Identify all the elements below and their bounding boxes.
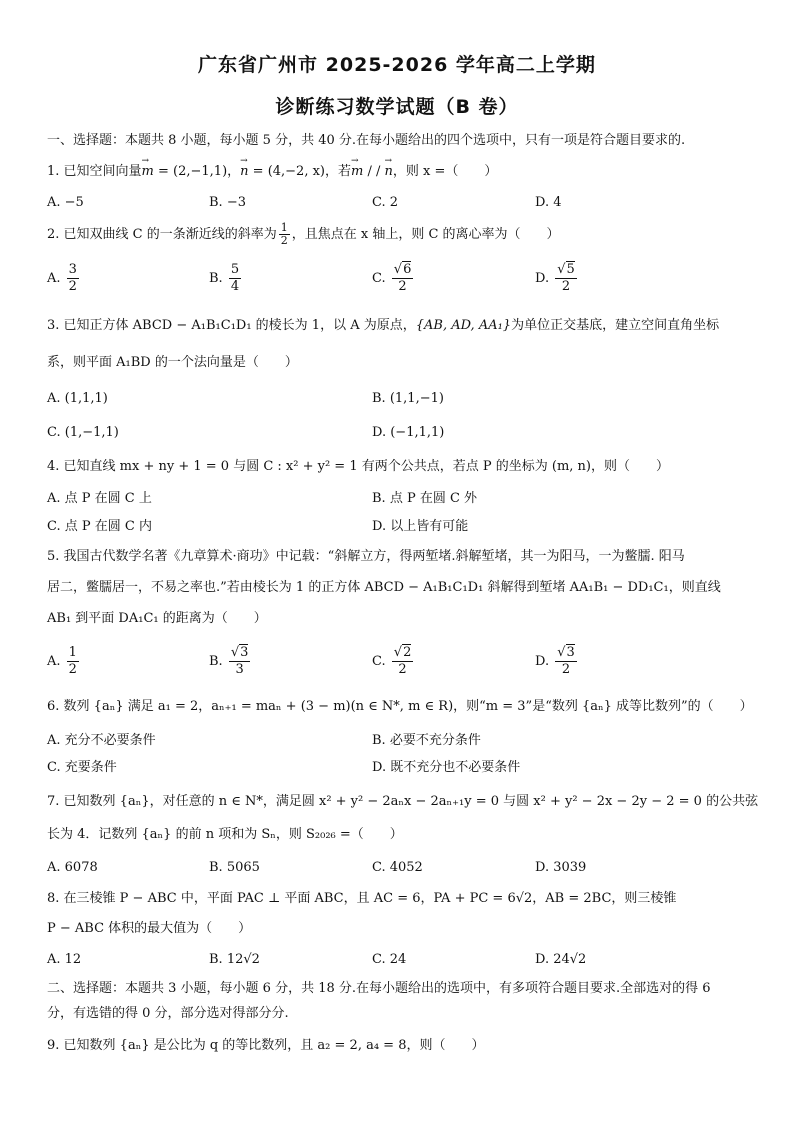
exam-title-line1: 广东省广州市 2025-2026 学年高二上学期 bbox=[198, 54, 596, 76]
q4-option-b: B. 点 P 在圆 C 外 bbox=[372, 491, 478, 506]
q5-stem-b: 居二，鳖臑居一，不易之率也.”若由棱长为 1 的正方体 ABCD − A₁B₁C₁D₁ 斜解得到堑堵 AA₁B₁ − DD₁C₁，则直线 bbox=[47, 580, 721, 595]
q1-stem-b: ，则 x =（ ） bbox=[392, 164, 498, 179]
question-4-stem: 4. 已知直线 mx + ny + 1 = 0 与圆 C : x² + y² = 1 有两个公共点，若点 P 的坐标为 (m, n)，则（ ） bbox=[47, 459, 669, 474]
vector-n-2: → n bbox=[385, 162, 393, 182]
vector-m: → m bbox=[142, 162, 154, 182]
q1-m-expr: = (2,−1,1)， bbox=[153, 164, 241, 179]
q2-option-a: A. $\frac{3}{2}$ bbox=[47, 262, 77, 294]
q8-stem-a: 8. 在三棱锥 P − ABC 中，平面 PAC ⊥ 平面 ABC，且 AC = 6，PA + PC = 6√2，AB = 2BC，则三棱锥 bbox=[47, 891, 677, 906]
section2-heading-a: 二、选择题：本题共 3 小题，每小题 6 分，共 18 分.在每小题给出的选项中，有多项符合题目要求.全部选对的得 6 bbox=[47, 981, 711, 996]
question-2-stem bbox=[47, 222, 560, 247]
q5-c-fraction: $\frac{√2}{2}$ bbox=[393, 645, 412, 677]
q2-stem-a: 2. 已知双曲线 C 的一条渐近线的斜率为 bbox=[47, 227, 277, 242]
q3-option-d: D. (−1,1,1) bbox=[372, 425, 445, 440]
q1-option-d: D. 4 bbox=[535, 195, 562, 210]
q8-option-c: C. 24 bbox=[372, 952, 407, 967]
q2-option-b: B. $\frac{5}{4}$ bbox=[209, 262, 240, 294]
section2-heading-b: 分，有选错的得 0 分，部分选对得部分分. bbox=[47, 1006, 289, 1021]
question-9-stem: 9. 已知数列 {aₙ} 是公比为 q 的等比数列，且 a₂ = 2, a₄ = 8，则（ ） bbox=[47, 1038, 485, 1053]
q3-stem-b: 为单位正交基底，建立空间直角坐标 bbox=[511, 318, 720, 333]
q7-option-d: D. 3039 bbox=[535, 860, 587, 875]
q3-option-b: B. (1,1,−1) bbox=[372, 391, 444, 406]
q5-option-d: D. $\frac{√3}{2}$ bbox=[535, 645, 575, 677]
question-6-stem: 6. 数列 {aₙ} 满足 a₁ = 2，aₙ₊₁ = maₙ + (3 − m)(n ∈ N*, m ∈ R)，则“m = 3”是“数列 {aₙ} 成等比数列”的（ ） bbox=[47, 699, 753, 714]
q5-option-c: C. $\frac{√2}{2}$ bbox=[372, 645, 412, 677]
q5-stem-c: AB₁ 到平面 DA₁C₁ 的距离为（ ） bbox=[47, 611, 267, 626]
q7-stem-b: 长为 4．记数列 {aₙ} 的前 n 项和为 Sₙ，则 S₂₀₂₆ =（ ） bbox=[47, 827, 403, 842]
q8-option-a: A. 12 bbox=[47, 952, 82, 967]
q3-option-c: C. (1,−1,1) bbox=[47, 425, 119, 440]
q3-option-a: A. (1,1,1) bbox=[47, 391, 108, 406]
q5-option-a: A. $\frac{1}{2}$ bbox=[47, 645, 77, 677]
q3-basis: {AB, AD, AA₁} bbox=[415, 318, 512, 333]
q5-b-fraction: $\frac{√3}{3}$ bbox=[230, 645, 249, 677]
question-1-stem bbox=[47, 162, 497, 182]
q2-slope-fraction: $\frac{1}{2}$ bbox=[280, 221, 288, 247]
q8-option-d: D. 24√2 bbox=[535, 952, 587, 967]
q2-stem-b: ，且焦点在 x 轴上，则 C 的离心率为（ ） bbox=[291, 227, 560, 242]
q7-option-a: A. 6078 bbox=[47, 860, 98, 875]
q6-option-d: D. 既不充分也不必要条件 bbox=[372, 760, 521, 775]
q1-option-a: A. −5 bbox=[47, 195, 84, 210]
q1-option-c: C. 2 bbox=[372, 195, 399, 210]
q2-b-fraction: $\frac{5}{4}$ bbox=[230, 262, 240, 294]
q1-option-b: B. −3 bbox=[209, 195, 246, 210]
q1-n-expr: = (4,−2, x)，若 bbox=[248, 164, 351, 179]
q5-d-fraction: $\frac{√3}{2}$ bbox=[557, 645, 575, 677]
q4-option-a: A. 点 P 在圆 C 上 bbox=[47, 491, 152, 506]
q2-d-fraction: $\frac{√5}{2}$ bbox=[557, 262, 575, 294]
q2-c-fraction: $\frac{√6}{2}$ bbox=[393, 262, 412, 294]
q7-option-b: B. 5065 bbox=[209, 860, 260, 875]
q3-stem-a: 3. 已知正方体 ABCD − A₁B₁C₁D₁ 的棱长为 1，以 A 为原点， bbox=[47, 318, 416, 333]
q7-stem-a: 7. 已知数列 {aₙ}，对任意的 n ∈ N*，满足圆 x² + y² − 2aₙx − 2aₙ₊₁y = 0 与圆 x² + y² − 2x − 2y − 2 = 0 的公共弦 bbox=[47, 794, 759, 809]
q2-a-fraction: $\frac{3}{2}$ bbox=[68, 262, 77, 294]
q8-option-b: B. 12√2 bbox=[209, 952, 260, 967]
q5-a-fraction: $\frac{1}{2}$ bbox=[68, 645, 77, 677]
q6-option-a: A. 充分不必要条件 bbox=[47, 733, 156, 748]
exam-title-line2: 诊断练习数学试题（B 卷） bbox=[275, 96, 519, 118]
q3-stem-c: 系，则平面 A₁BD 的一个法向量是（ ） bbox=[47, 355, 298, 370]
q2-option-d: D. $\frac{√5}{2}$ bbox=[535, 262, 575, 294]
q6-option-c: C. 充要条件 bbox=[47, 760, 117, 775]
vector-n: → n bbox=[240, 162, 248, 182]
section1-heading: 一、选择题：本题共 8 小题，每小题 5 分，共 40 分.在每小题给出的四个选项中，只有一项是符合题目要求的. bbox=[47, 133, 686, 148]
vector-m-2: → m bbox=[351, 162, 363, 182]
q4-option-d: D. 以上皆有可能 bbox=[372, 519, 469, 534]
q7-option-c: C. 4052 bbox=[372, 860, 423, 875]
q5-option-b: B. $\frac{√3}{3}$ bbox=[209, 645, 249, 677]
q1-parallel: / / bbox=[363, 164, 385, 179]
q6-option-b: B. 必要不充分条件 bbox=[372, 733, 481, 748]
question-3-stem bbox=[47, 316, 719, 336]
q4-option-c: C. 点 P 在圆 C 内 bbox=[47, 519, 152, 534]
q2-option-c: C. $\frac{√6}{2}$ bbox=[372, 262, 412, 294]
q5-stem-a: 5. 我国古代数学名著《九章算术·商功》中记载：“斜解立方，得两堑堵.斜解堑堵，其一为阳马，一为鳖臑. 阳马 bbox=[47, 549, 685, 564]
q1-stem-a: 1. 已知空间向量 bbox=[47, 164, 142, 179]
q8-stem-b: P − ABC 体积的最大值为（ ） bbox=[47, 921, 252, 936]
